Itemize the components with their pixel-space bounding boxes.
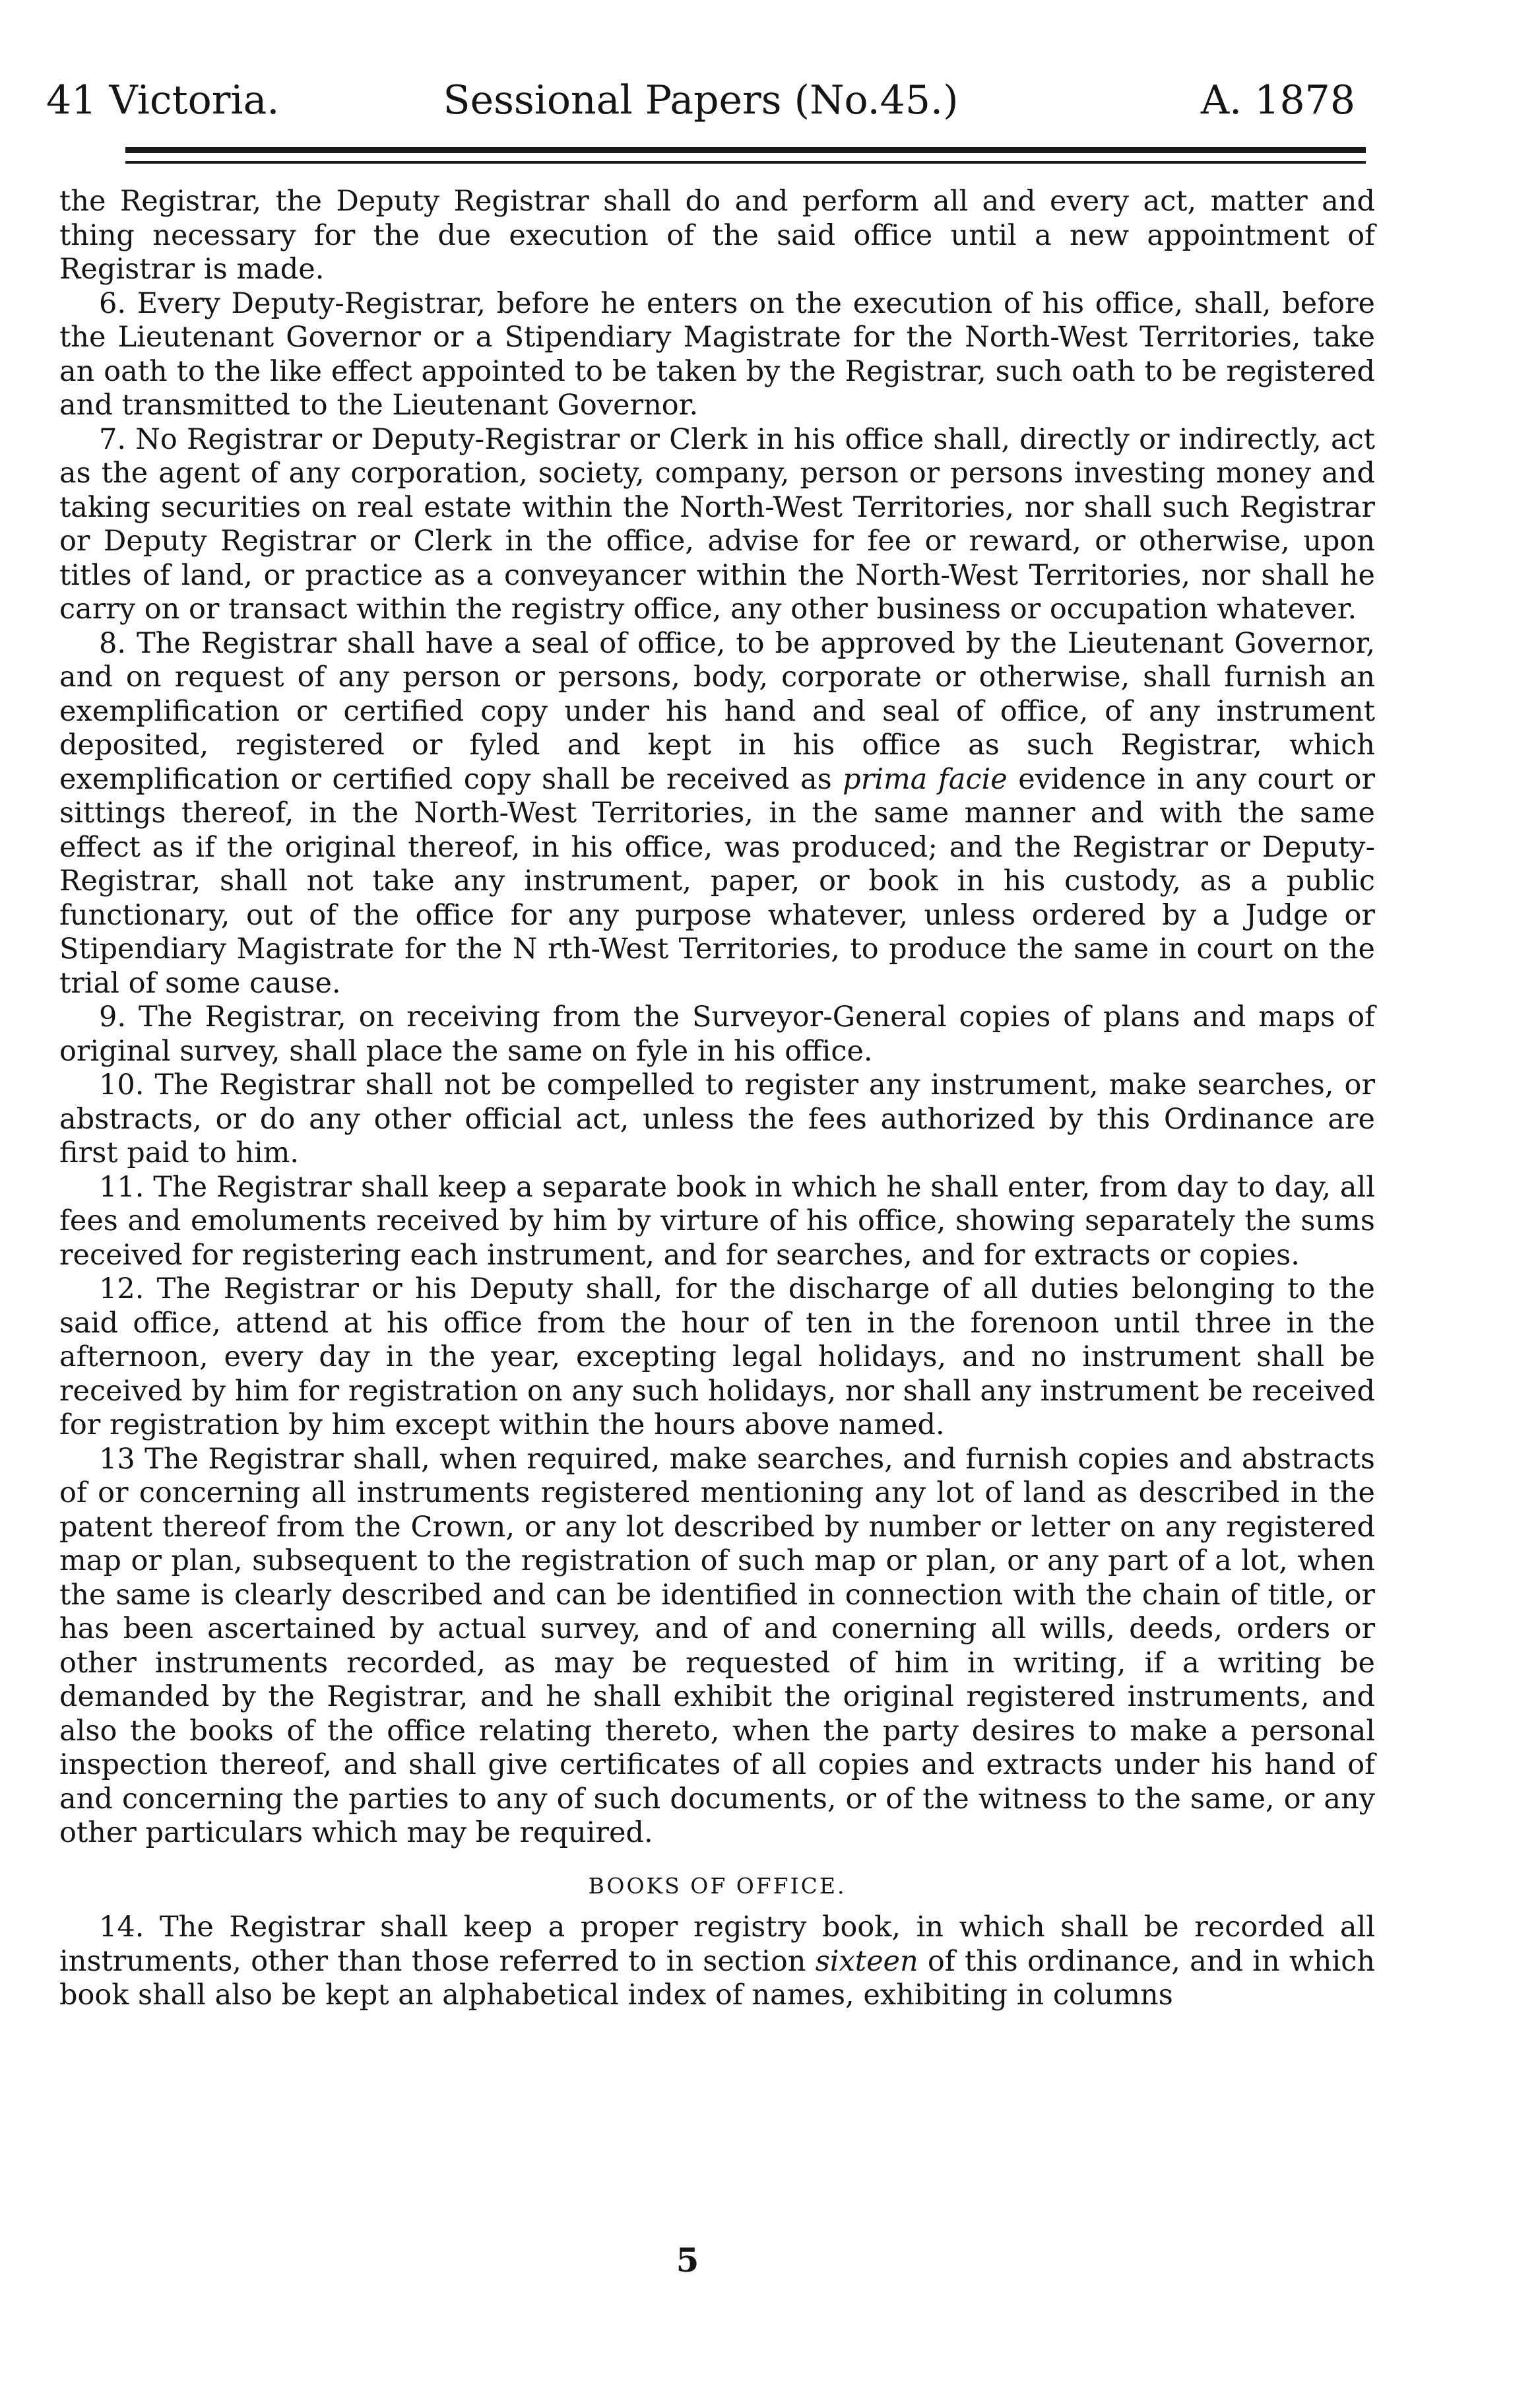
section-text-part-1: The Registrar shall keep a proper registry book, in which shall be recorded all instruments, other than those referred to in section [59, 1911, 1375, 1978]
section-text-part-1: The Registrar shall have a seal of office, to be approved by the Lieutenant Governor, and on request of any person or persons, body, corporate or otherwise, shall furnish an exemplification or certified copy under his hand and seal of office, of any instrument deposited, registered or fyled and kept in his office as such Registrar, which exemplification or certified copy shall be received as [59, 626, 1376, 796]
section-11 [59, 1171, 1375, 1273]
section-number: 14. [99, 1911, 144, 1944]
section-14 [59, 1911, 1375, 2013]
section-12 [59, 1272, 1375, 1443]
section-6 [59, 287, 1375, 423]
running-header [46, 61, 1355, 140]
header-rule-thick [125, 147, 1366, 153]
section-text: The Registrar, on receiving from the Surveyor-General copies of plans and maps of original survey, shall place the same on fyle in his office. [59, 1001, 1376, 1068]
section-text-part-2: evidence in any court or sittings thereof, in the North-West Territories, in the same manner and with the same effect as if the original thereof, in his office, was produced; and the Registrar or Deputy-Registrar, shall not take any instrument, paper, or book in his custody, as a public functionary, out of the office for any purpose whatever, unless ordered by a Judge or Stipendiary Magistrate for the N rth-West Territories, to produce the same in court on the trial of some cause. [59, 762, 1376, 1000]
page-number: 5 [676, 2241, 699, 2280]
header-rule-thin [125, 161, 1366, 164]
section-10 [59, 1068, 1375, 1171]
section-text: The Registrar shall, when required, make searches, and furnish copies and abstracts of or concerning all instruments registered mentioning any lot of land as described in the patent thereof from the Crown, or any lot described by number or letter on any registered map or plan, subsequent to the registration of such map or plan, or any part of a lot, when the same is clearly described and can be identified in connection with the chain of title, or has been ascertained by actual survey, and of and conerning all wills, deeds, orders or other instruments recorded, as may be requested of him in writing, if a writing be demanded by the Registrar, and he shall exhibit the original registered instruments, and also the books of the office relating thereto, when the party desires to make a personal inspection thereof, and shall give certificates of all copies and extracts under his hand of and concerning the parties to any of such documents, or of the witness to the same, or any other particulars which may be required. [59, 1442, 1376, 1849]
section-text: The Registrar or his Deputy shall, for the discharge of all duties belonging to the said office, attend at his office from the hour of ten in the forenoon until three in the afternoon, every day in the year, excepting legal holidays, and no instrument shall be received by him for registration on any such holidays, nor shall any instrument be received for registration by him except within the hours above named. [59, 1272, 1375, 1441]
section-number: 9. [99, 1001, 127, 1034]
section-text: No Registrar or Deputy-Registrar or Clerk in his office shall, directly or indirectly, act as the agent of any corporation, society, company, person or persons investing money and taking securities on real estate within the North-West Territories, nor shall such Registrar or Deputy Registrar or Clerk in the office, advise for fee or reward, or otherwise, upon titles of land, or practice as a conveyancer within the North-West Territories, nor shall he carry on or transact within the registry office, any other business or occupation whatever. [59, 422, 1375, 626]
section-9 [59, 1001, 1375, 1068]
section-text: The Registrar shall not be compelled to register any instrument, make searches, or abstracts, or do any other official act, unless the fees authorized by this Ordinance are first paid to him. [59, 1068, 1375, 1169]
paragraph-text: the Registrar, the Deputy Registrar shall do and perform all and every act, matter and thing necessary for the due execution of the said office until a new appointment of Registrar is made. [59, 185, 1375, 286]
section-7 [59, 423, 1375, 627]
section-text: The Registrar shall keep a separate book in which he shall enter, from day to day, all fees and emoluments received by him by virture of his office, showing separately the sums received for registering each instrument, and for searches, and for extracts or copies. [59, 1170, 1376, 1272]
section-text-italic: prima facie [843, 762, 1008, 796]
section-number: 6. [99, 286, 127, 320]
section-number: 7. [99, 422, 127, 456]
section-text: Every Deputy-Registrar, before he enters on the execution of his office, shall, before the Lieutenant Governor or a Stipendiary Magistrate for the North-West Territories, take an oath to the like effect appointed to be taken by the Registrar, such oath to be registered and transmitted to the Lieutenant Governor. [59, 286, 1376, 422]
section-number: 13 [99, 1442, 135, 1476]
section-number: 8. [99, 626, 127, 660]
section-13 [59, 1443, 1375, 1851]
section-number: 12. [99, 1272, 144, 1305]
header-year: A. 1878 [1200, 77, 1355, 123]
paragraph-continued [59, 185, 1375, 287]
section-text-italic: sixteen [815, 1944, 918, 1978]
header-volume: 41 Victoria. [46, 77, 280, 123]
section-number: 10. [99, 1068, 144, 1101]
section-8 [59, 627, 1375, 1001]
section-number: 11. [99, 1170, 144, 1204]
header-title: Sessional Papers (No.45.) [443, 77, 959, 123]
section-heading: BOOKS OF OFFICE. [588, 1872, 847, 1899]
section-text-part-2: of this ordinance, and in which book shall also be kept an alphabetical index of names, exhibiting in columns [59, 1944, 1375, 2012]
body-text [59, 185, 1375, 2013]
